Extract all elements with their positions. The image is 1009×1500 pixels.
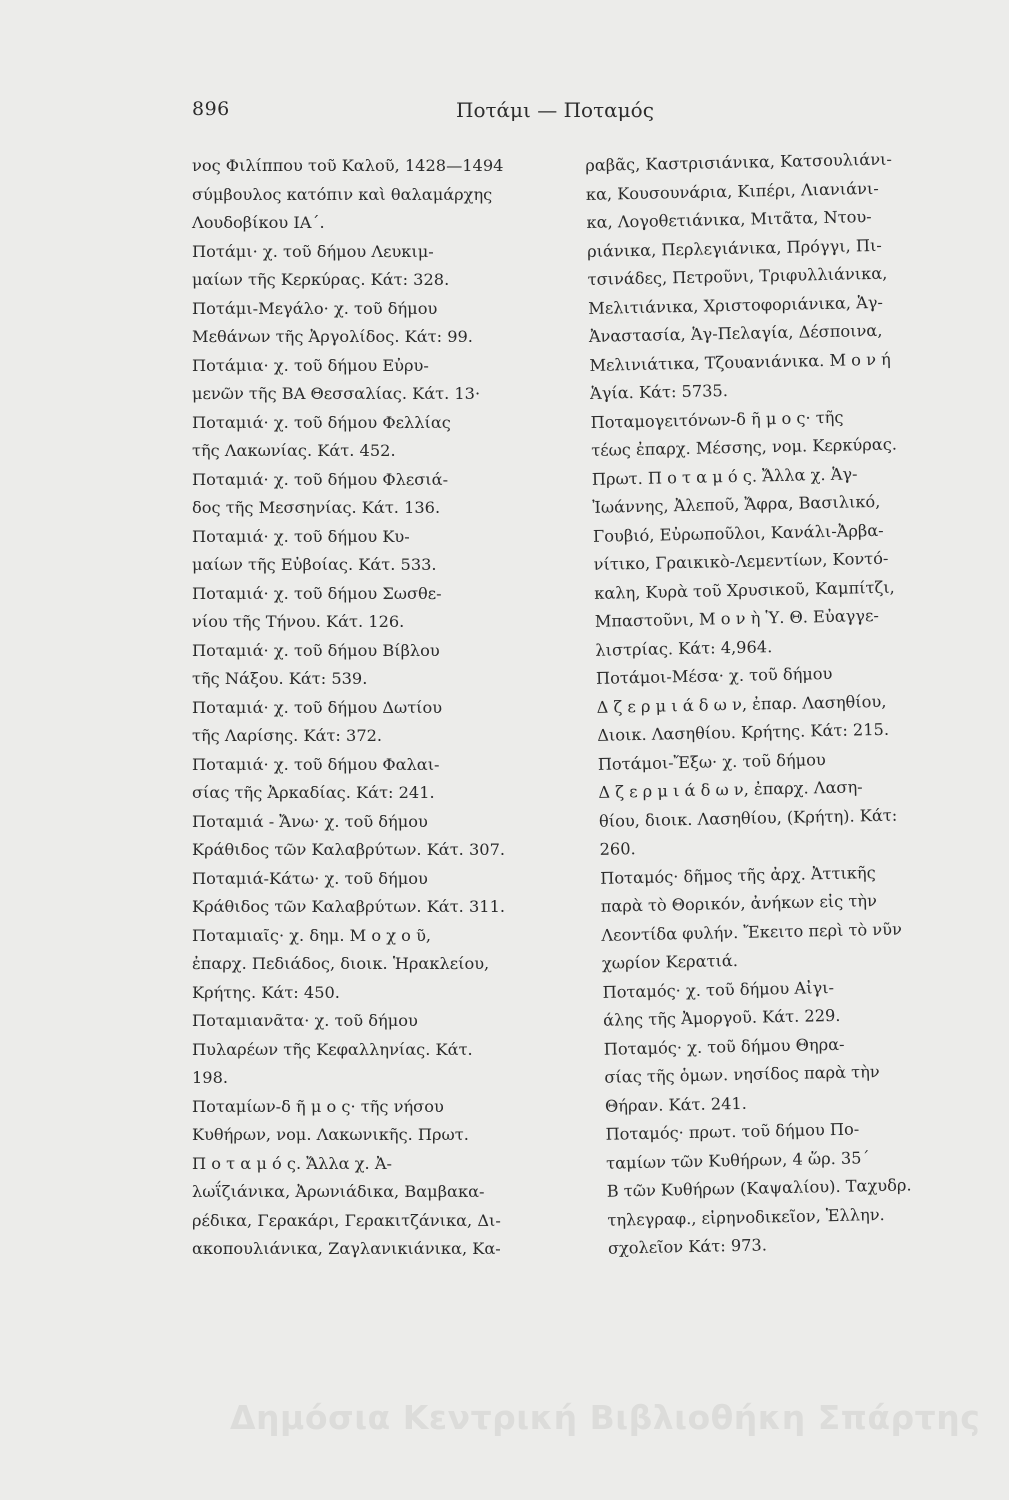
text-line: Ποταμός· δῆμος τῆς ἀρχ. Ἀττικῆς xyxy=(600,862,876,888)
text-line: σίας τῆς ὁμων. νησίδος παρὰ τὴν xyxy=(604,1062,880,1087)
text-line: Π ο τ α μ ό ς. Ἄλλα χ. Ἀ- xyxy=(192,1153,392,1173)
text-line: κα, Λογοθετιάνικα, Μιτᾶτα, Ντου- xyxy=(586,207,872,232)
text-line: τῆς Νάξου. Κάτ: 539. xyxy=(192,669,368,688)
text-line: Λεοντίδα φυλήν. Ἔκειτο περὶ τὸ νῦν xyxy=(601,919,903,945)
text-line: Δ ζ ε ρ μ ι ά δ ω ν, ἐπαρ. Λασηθίου, xyxy=(596,691,887,717)
text-line: Ποταμιά· χ. τοῦ δήμου Κυ- xyxy=(192,526,410,546)
text-line: Ποτάμοι-Ἔξω· χ. τοῦ δήμου xyxy=(597,749,826,774)
text-line: Πρωτ. Π ο τ α μ ό ς. Ἄλλα χ. Ἁγ- xyxy=(591,463,858,489)
page-header xyxy=(192,98,952,132)
text-line: ταμίων τῶν Κυθήρων, 4 ὥρ. 35΄ xyxy=(605,1147,870,1173)
text-line: ἐπαρχ. Πεδιάδος, διοικ. Ἡρακλείου, xyxy=(192,954,490,973)
text-line: χωρίον Κερατιά. xyxy=(601,950,739,973)
text-line: Ποταμιά· χ. τοῦ δήμου Φαλαι- xyxy=(192,754,440,774)
text-line: Ποταμιά· χ. τοῦ δήμου Δωτίου xyxy=(192,697,443,717)
text-line: Μπαστοῦνι, Μ ο ν ὴ Ὑ. Θ. Εὐαγγε- xyxy=(594,605,880,631)
text-line: Πυλαρέων τῆς Κεφαλληνίας. Κάτ. xyxy=(192,1039,473,1059)
text-line: Ποταμιά· χ. τοῦ δήμου Βίβλου xyxy=(192,640,440,660)
text-line: καλη, Κυρὰ τοῦ Χρυσικοῦ, Καμπίτζι, xyxy=(594,577,895,603)
text-line: Κρήτης. Κάτ: 450. xyxy=(192,982,340,1002)
text-line: Κυθήρων, νομ. Λακωνικῆς. Πρωτ. xyxy=(192,1125,469,1144)
text-line: Διοικ. Λασηθίου. Κρήτης. Κάτ: 215. xyxy=(597,719,890,745)
text-line: σχολεῖον Κάτ: 973. xyxy=(607,1235,768,1258)
text-line: ριάνικα, Περλεγιάνικα, Πρόγγι, Πι- xyxy=(586,235,882,261)
text-line: Λουδοβίκου ΙΑ΄. xyxy=(192,213,325,232)
text-line: σύμβουλος κατόπιν καὶ θαλαμάρχης xyxy=(192,184,493,204)
text-line: Δ ζ ε ρ μ ι ά δ ω ν, ἐπαρχ. Λαση- xyxy=(598,777,863,802)
text-line: Ποτάμοι-Μέσα· χ. τοῦ δήμου xyxy=(595,663,833,688)
running-title: Ποτάμι — Ποταμός xyxy=(456,98,654,122)
text-line: Μεθάνων τῆς Ἀργολίδος. Κάτ: 99. xyxy=(192,327,473,346)
text-line: Ποταμίων-δ ῆ μ ο ς· τῆς νήσου xyxy=(192,1096,444,1116)
text-line: θίου, διοικ. Λασηθίου, (Κρήτη). Κάτ: xyxy=(598,805,898,831)
text-line: 260. xyxy=(599,839,636,859)
text-line: παρὰ τὸ Θορικόν, ἀνήκων εἰς τὴν xyxy=(600,891,878,916)
text-line: Κράθιδος τῶν Καλαβρύτων. Κάτ. 307. xyxy=(192,840,506,859)
text-line: Γουβιό, Εὐρωποῦλοι, Κανάλι-Ἀρβα- xyxy=(592,520,884,546)
text-line: άλης τῆς Ἀμοργοῦ. Κάτ. 229. xyxy=(602,1005,841,1030)
text-line: νος Φιλίππου τοῦ Καλοῦ, 1428—1494 xyxy=(192,156,504,175)
text-line: μαίων τῆς Εὐβοίας. Κάτ. 533. xyxy=(192,555,437,574)
text-line: δος τῆς Μεσσηνίας. Κάτ. 136. xyxy=(192,498,441,517)
text-line: ραβᾶς, Καστρισιάνικα, Κατσουλιάνι- xyxy=(585,149,893,175)
text-line: κα, Κουσουνάρια, Κιπέρι, Λιανιάνι- xyxy=(585,178,879,204)
text-line: Ποταμιά· χ. τοῦ δήμου Φελλίας xyxy=(192,412,451,432)
text-line: Ποτάμι-Μεγάλο· χ. τοῦ δήμου xyxy=(192,298,438,318)
text-line: Ποτάμι· χ. τοῦ δήμου Λευκιμ- xyxy=(192,241,434,261)
text-line: τέως ἐπαρχ. Μέσσης, νομ. Κερκύρας. xyxy=(591,434,898,460)
text-line: Ποταμός· χ. τοῦ δήμου Αἰγι- xyxy=(602,977,835,1002)
text-line: Ποταμιά· χ. τοῦ δήμου Σωσθε- xyxy=(192,583,442,603)
text-line: σίας τῆς Ἀρκαδίας. Κάτ: 241. xyxy=(192,783,435,802)
text-line: τῆς Λακωνίας. Κάτ. 452. xyxy=(192,441,396,460)
text-line: Ποταμιά - Ἄνω· χ. τοῦ δήμου xyxy=(192,811,428,831)
page-number: 896 xyxy=(192,98,230,120)
text-line: λιστρίας. Κάτ: 4,964. xyxy=(595,636,773,660)
library-watermark: Δημόσια Κεντρική Βιβλιοθήκη Σπάρτης xyxy=(230,1398,981,1437)
text-line: Ἀναστασία, Ἁγ-Πελαγία, Δέσποινα, xyxy=(588,320,883,346)
text-line: Θήραν. Κάτ. 241. xyxy=(604,1093,748,1116)
text-line: ακοπουλιάνικα, Ζαγλανικιάνικα, Κα- xyxy=(192,1239,501,1258)
left-column xyxy=(192,152,572,1264)
text-line: νίτικο, Γραικικὸ-Λεμεντίων, Κοντό- xyxy=(593,548,889,574)
text-line: μαίων τῆς Κερκύρας. Κάτ: 328. xyxy=(192,270,450,289)
text-line: Ποταμός· πρωτ. τοῦ δήμου Πο- xyxy=(605,1119,860,1144)
text-line: τῆς Λαρίσης. Κάτ: 372. xyxy=(192,726,383,745)
text-line: Κράθιδος τῶν Καλαβρύτων. Κάτ. 311. xyxy=(192,897,506,916)
right-column xyxy=(585,144,988,1263)
text-line: Ποταμιαῖς· χ. δημ. Μ ο χ ο ῦ, xyxy=(192,925,432,945)
text-line: Ποταμιανᾶτα· χ. τοῦ δήμου xyxy=(192,1011,418,1030)
text-line: μενῶν τῆς ΒΑ Θεσσαλίας. Κάτ. 13· xyxy=(192,384,481,403)
text-line: νίου τῆς Τήνου. Κάτ. 126. xyxy=(192,612,405,631)
text-line: τηλεγραφ., εἰρηνοδικεῖον, Ἑλλην. xyxy=(607,1204,885,1230)
text-line: λωΐζιάνικα, Ἀρωνιάδικα, Βαμβακα- xyxy=(192,1182,485,1201)
text-line: 198. xyxy=(192,1068,229,1087)
text-line: τσινάδες, Πετροῦνι, Τριφυλλιάνικα, xyxy=(587,263,888,289)
text-line: Ποτάμια· χ. τοῦ δήμου Εὐρυ- xyxy=(192,355,429,375)
text-line: Ποταμός· χ. τοῦ δήμου Θηρα- xyxy=(603,1034,845,1059)
text-line: Ποταμογειτόνων-δ ῆ μ ο ς· τῆς xyxy=(590,407,844,432)
text-line: Μελιτιάνικα, Χριστοφοριάνικα, Ἁγ- xyxy=(588,292,884,318)
text-line: Ποταμιά-Κάτω· χ. τοῦ δήμου xyxy=(192,868,428,888)
text-line: Β τῶν Κυθήρων (Καψαλίου). Ταχυδρ. xyxy=(606,1175,912,1201)
text-line: Ποταμιά· χ. τοῦ δήμου Φλεσιά- xyxy=(192,469,449,489)
text-line: Ἁγία. Κάτ: 5735. xyxy=(589,381,729,403)
text-line: Μελινιάτικα, Τζουανιάνικα. Μ ο ν ή xyxy=(589,349,891,375)
text-line: ρέδικα, Γερακάρι, Γερακιτζάνικα, Δι- xyxy=(192,1210,501,1230)
text-line: Ἰωάννης, Ἀλεποῦ, Ἄφρα, Βασιλικό, xyxy=(592,491,881,517)
